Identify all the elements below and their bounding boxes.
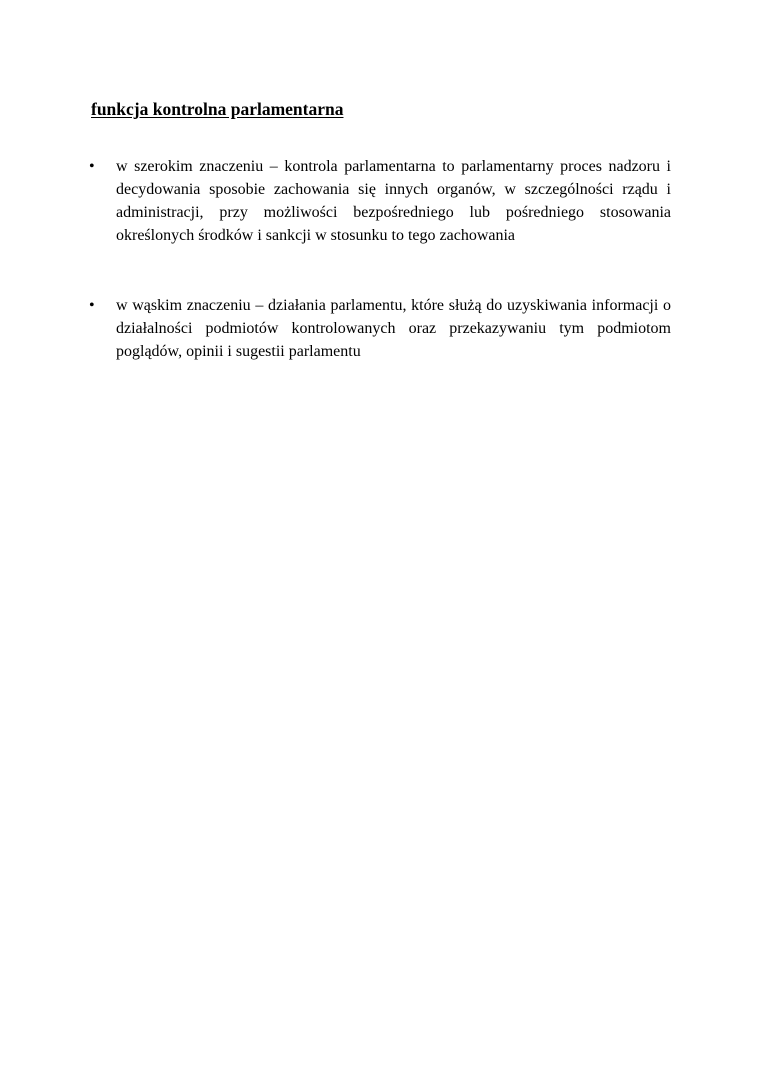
list-item-text: w wąskim znaczeniu – działania parlamentu, które służą do uzyskiwania informacji o działalności podmiotów kontrolowanych oraz przekazywaniu tym podmiotom poglądów, opinii i sugestii parlamentu xyxy=(116,297,671,360)
bullet-icon: • xyxy=(89,297,95,314)
document-heading: funkcja kontrolna parlamentarna xyxy=(91,99,344,119)
list-item-narrow-meaning xyxy=(91,294,671,363)
bullet-icon: • xyxy=(89,158,95,175)
definition-list xyxy=(91,155,671,387)
list-item-text: w szerokim znaczeniu – kontrola parlamentarna to parlamentarny proces nadzoru i decydowania sposobie zachowania się innych organów, w szczególności rządu i administracji, przy możliwości bezpośredniego lub pośredniego stosowania określonych środków i sankcji w stosunku to tego zachowania xyxy=(116,158,671,244)
list-item-broad-meaning xyxy=(91,155,671,247)
